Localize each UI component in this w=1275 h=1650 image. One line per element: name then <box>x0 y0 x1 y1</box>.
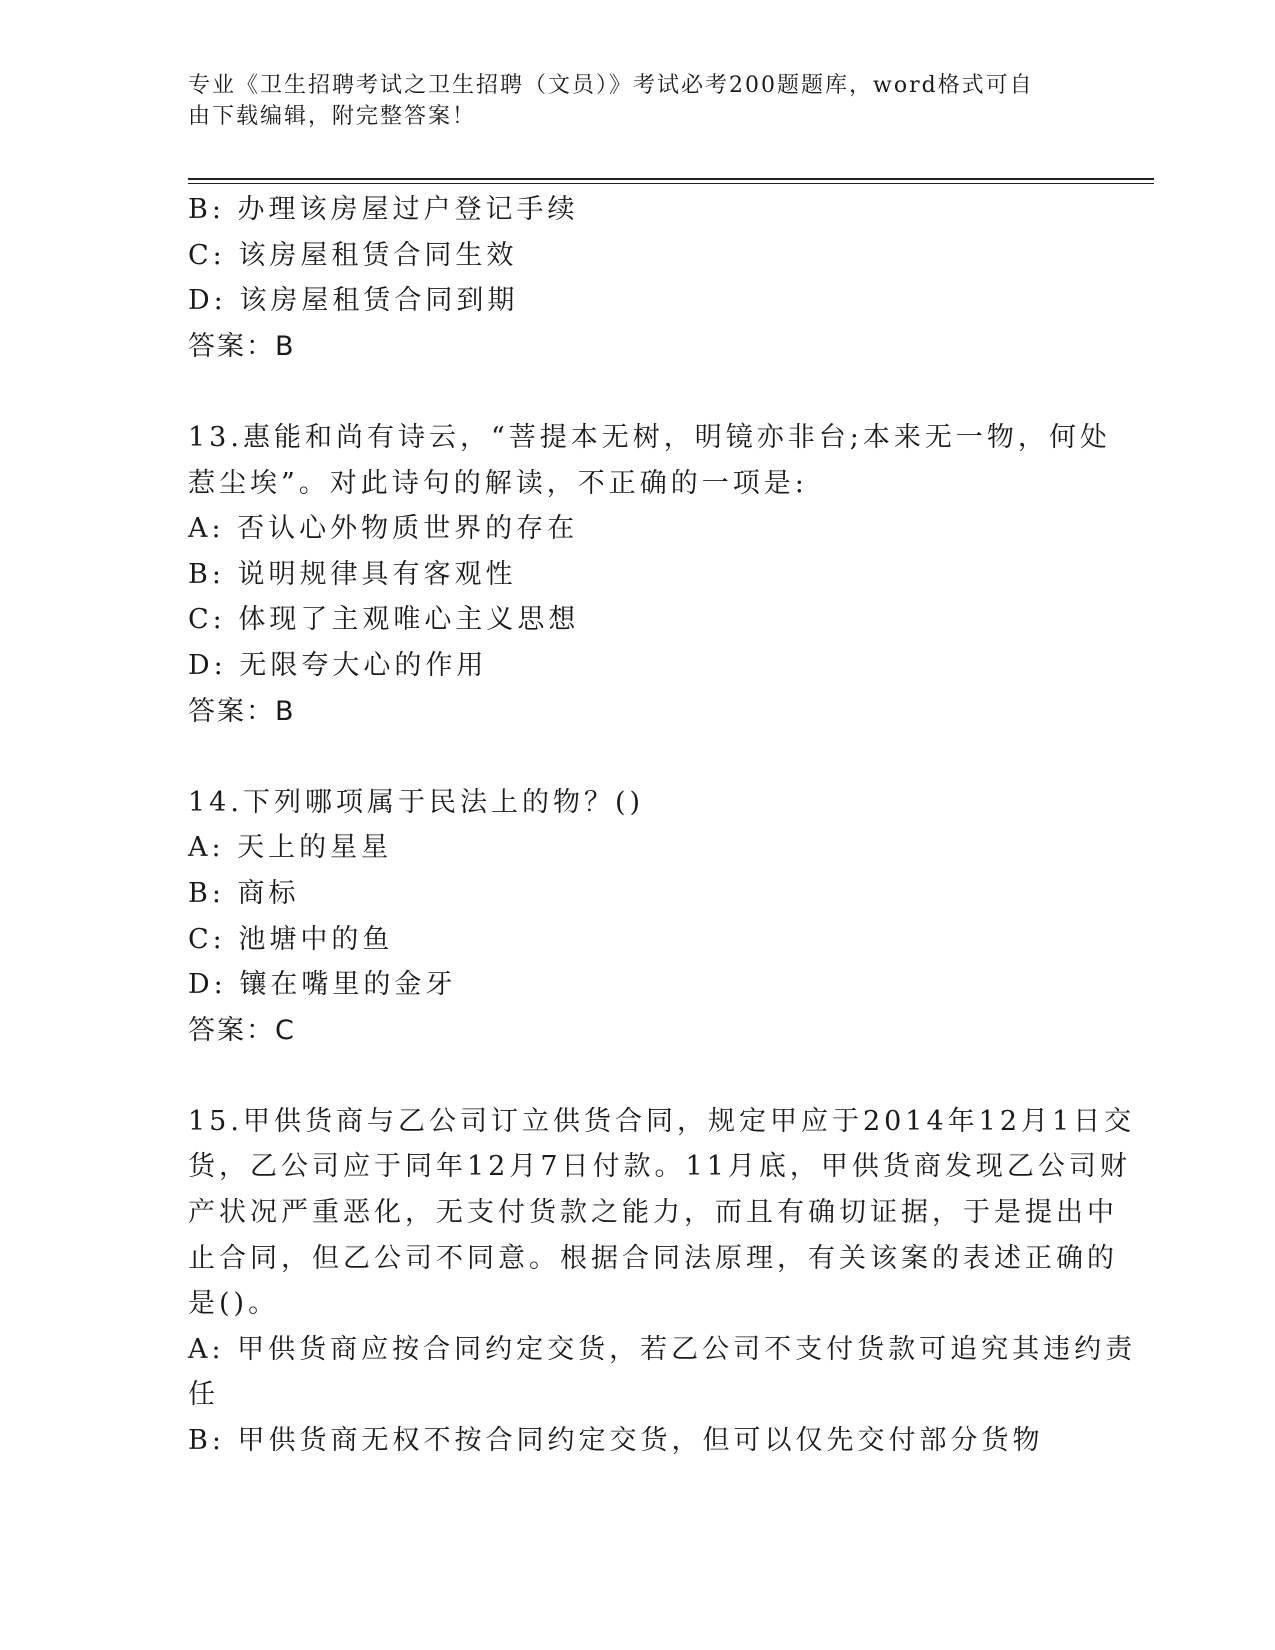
question-14 <box>188 780 1088 1054</box>
question-stem-line: 15.甲供货商与乙公司订立供货合同，规定甲应于2014年12月1日交 <box>188 1105 1136 1137</box>
answer: 答案：B <box>188 695 296 727</box>
option-d: D: 镶在嘴里的金牙 <box>188 969 457 1001</box>
question-12-tail <box>188 187 1088 369</box>
option-b: B: 说明规律具有客观性 <box>188 558 517 590</box>
question-stem-line: 止合同，但乙公司不同意。根据合同法原理，有关该案的表述正确的 <box>188 1242 1118 1274</box>
spacer <box>188 1053 1088 1099</box>
question-stem: 14.下列哪项属于民法上的物？() <box>188 786 645 818</box>
answer: 答案：C <box>188 1014 296 1046</box>
header-divider-thick <box>188 178 1154 180</box>
header-title-line-2: 由下载编辑，附完整答案！ <box>188 104 477 129</box>
question-stem-line: 是()。 <box>188 1288 280 1320</box>
option-a-line: A: 甲供货商应按合同约定交货，若乙公司不支付货款可追究其违约责 <box>188 1333 1137 1365</box>
header-title-line-1: 专业《卫生招聘考试之卫生招聘（文员）》考试必考200题题库，word格式可自 <box>188 73 1034 98</box>
option-a: A: 否认心外物质世界的存在 <box>188 513 579 545</box>
question-list <box>188 187 1137 1464</box>
option-b: B: 甲供货商无权不按合同约定交货，但可以仅先交付部分货物 <box>188 1425 1044 1457</box>
option-b: B: 商标 <box>188 877 300 909</box>
option-d: D: 该房屋租赁合同到期 <box>188 285 519 317</box>
option-c: C: 该房屋租赁合同生效 <box>188 239 518 271</box>
option-b: B: 办理该房屋过户登记手续 <box>188 194 579 225</box>
option-c: C: 池塘中的鱼 <box>188 923 394 955</box>
question-stem-line: 货，乙公司应于同年12月7日付款。11月底，甲供货商发现乙公司财 <box>188 1151 1131 1183</box>
answer: 答案：B <box>188 330 296 362</box>
spacer <box>188 369 1088 415</box>
question-stem-line: 13.惠能和尚有诗云，“菩提本无树，明镜亦非台;本来无一物，何处 <box>188 421 1111 453</box>
option-a-line: 任 <box>188 1379 219 1411</box>
question-15 <box>188 1099 1137 1464</box>
spacer <box>188 734 1088 780</box>
option-a: A: 天上的星星 <box>188 832 393 864</box>
option-c: C: 体现了主观唯心主义思想 <box>188 604 580 636</box>
question-stem-line: 惹尘埃”。对此诗句的解读，不正确的一项是: <box>188 467 808 499</box>
question-13 <box>188 415 1111 734</box>
option-d: D: 无限夸大心的作用 <box>188 649 488 681</box>
header-divider-thin <box>188 183 1154 184</box>
question-stem-line: 产状况严重恶化，无支付货款之能力，而且有确切证据，于是提出中 <box>188 1197 1118 1229</box>
document-header <box>188 70 1068 132</box>
